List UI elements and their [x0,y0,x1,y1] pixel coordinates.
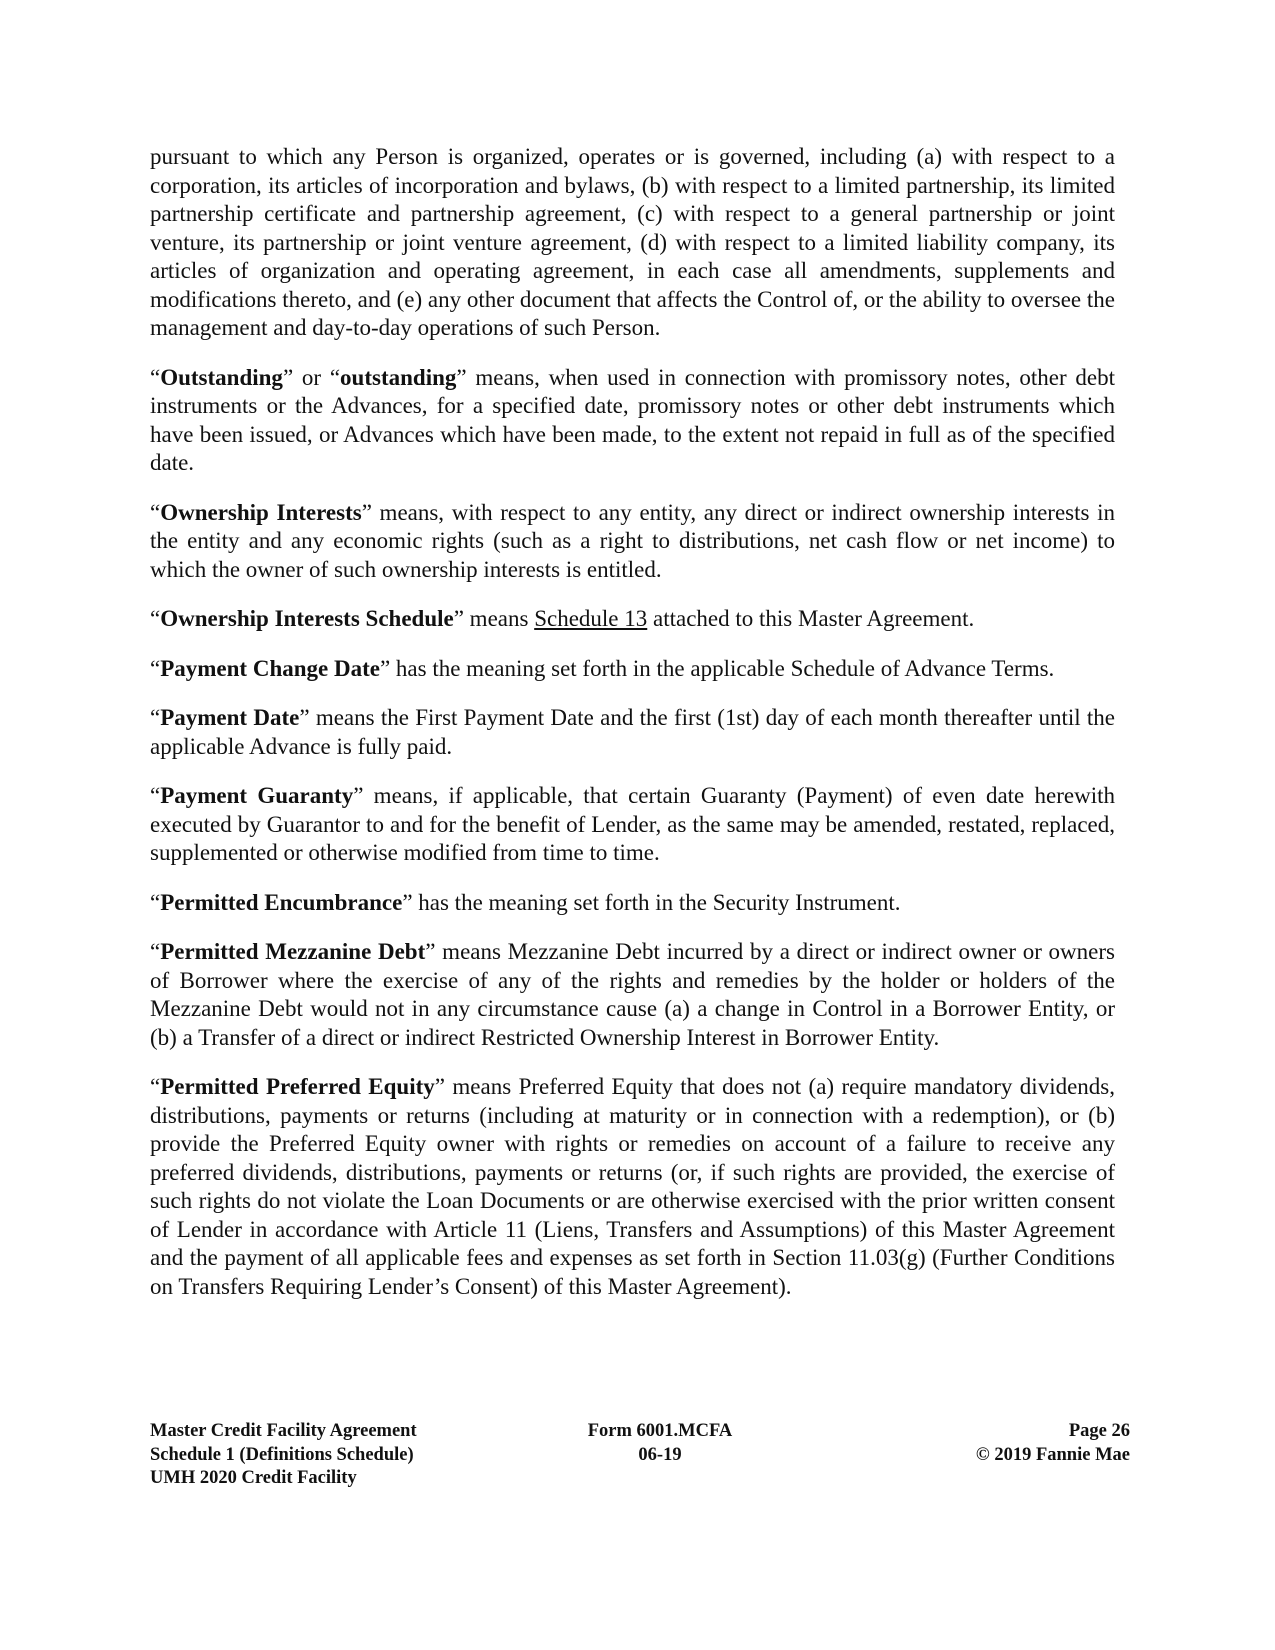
footer-page-info [830,1420,1130,1467]
footer-form-date: 06-19 [638,1444,682,1465]
definition-text: attached to this Master Agreement. [647,606,975,631]
definition-permitted-preferred-equity [150,1073,1115,1301]
footer-document-info [150,1420,510,1491]
definition-text: ” has the meaning set forth in the Security Instrument. [402,889,901,915]
definition-payment-change-date [150,655,1115,684]
definition-text: ” has the meaning set forth in the applicable Schedule of Advance Terms. [379,655,1055,681]
open-quote: “ [150,606,161,631]
footer-schedule-title: Schedule 1 (Definitions Schedule) [150,1444,414,1465]
open-quote: “ [150,889,161,915]
open-quote: “ [150,655,161,681]
definition-payment-date [150,704,1115,761]
open-quote: “ [150,705,161,730]
footer-form-number: Form 6001.MCFA [587,1421,733,1441]
definition-text: ” means, if applicable, that certain Guaranty (Payment) of even date herewith executed by Guarantor to and for the benefit of Lender, as the same may be amended, restated, replaced, supplemented or otherwise modified from time to time. [150,783,1115,865]
defined-term: Permitted Mezzanine Debt [160,939,426,964]
definition-text: ” means Preferred Equity that does not (a) require mandatory dividends, distributions, payments or returns (including at maturity or in connection with a redemption), or (b) provide the Preferred Equity owner with rights or remedies on account of a failure to receive any preferred dividends, distributions, payments or returns (or, if such rights are provided, the exercise of such rights do not violate the Loan Documents or are otherwise exercised with the prior written consent of Lender in accordance with Article 11 (Liens, Transfers and Assumptions) of this Master Agreement and the payment of all applicable fees and expenses as set forth in Section 11.03(g) (Further Conditions on Transfers Requiring Lender’s Consent) of this Master Agreement). [150,1074,1115,1299]
paragraph-continuation: pursuant to which any Person is organized, operates or is governed, including (a) with respect to a corporation, its articles of incorporation and bylaws, (b) with respect to a limited partnership, its limited partnership certificate and partnership agreement, (c) with respect to a general partnership or joint venture, its partnership or joint venture agreement, (d) with respect to a limited liability company, its articles of organization and operating agreement, in each case all amendments, supplements and modifications thereto, and (e) any other document that affects the Control of, or the ability to oversee the management and day-to-day operations of such Person. [150,144,1115,340]
open-quote: “ [150,499,161,525]
defined-term: Payment Change Date [160,655,380,681]
definition-payment-guaranty [150,782,1115,868]
footer-facility-name: UMH 2020 Credit Facility [150,1468,357,1488]
schedule-reference: Schedule 13 [534,606,648,631]
defined-term: Payment Guaranty [160,783,354,808]
footer-copyright: © 2019 Fannie Mae [975,1444,1130,1465]
document-body [150,143,1115,1322]
definition-ownership-interests [150,499,1115,585]
open-quote: “ [150,1074,161,1099]
definition-text: ” means, when used in connection with promissory notes, other debt instruments or the Advances, for a specified date, promissory notes or other debt instruments which have been issued, or Advances which have been made, to the extent not repaid in full as of the specified date. [150,364,1116,475]
defined-term: Outstanding [160,364,283,390]
definition-text: ” means [453,606,535,631]
definition-ownership-interests-schedule [150,605,1115,634]
defined-term: Permitted Preferred Equity [160,1074,435,1099]
footer-agreement-title: Master Credit Facility Agreement [150,1421,417,1441]
open-quote: “ [150,939,161,964]
definition-permitted-encumbrance [150,889,1115,918]
definition-text: ” means, with respect to any entity, any direct or indirect ownership interests in the entity and any economic rights (such as a right to distributions, net cash flow or net income) to which the owner of such ownership interests is entitled. [150,499,1115,582]
definition-text: ” means Mezzanine Debt incurred by a direct or indirect owner or owners of Borrower where the exercise of any of the rights and remedies by the holder or holders of the Mezzanine Debt would not in any circumstance cause (a) a change in Control in a Borrower Entity, or (b) a Transfer of a direct or indirect Restricted Ownership Interest in Borrower Entity. [150,939,1115,1050]
footer-form-info [570,1420,750,1467]
defined-term: outstanding [340,364,457,390]
defined-term: Ownership Interests Schedule [160,606,454,631]
defined-term: Permitted Encumbrance [160,889,403,915]
defined-term: Ownership Interests [160,499,362,525]
open-quote: “ [150,783,161,808]
open-quote: “ [150,364,161,390]
defined-term: Payment Date [160,705,300,730]
definition-permitted-mezzanine-debt [150,938,1115,1052]
footer-page-number: Page 26 [1068,1421,1130,1441]
definition-outstanding [150,364,1115,478]
connector-text: ” or “ [282,364,341,390]
definition-text: ” means the First Payment Date and the first (1st) day of each month thereafter until the applicable Advance is fully paid. [150,705,1115,759]
